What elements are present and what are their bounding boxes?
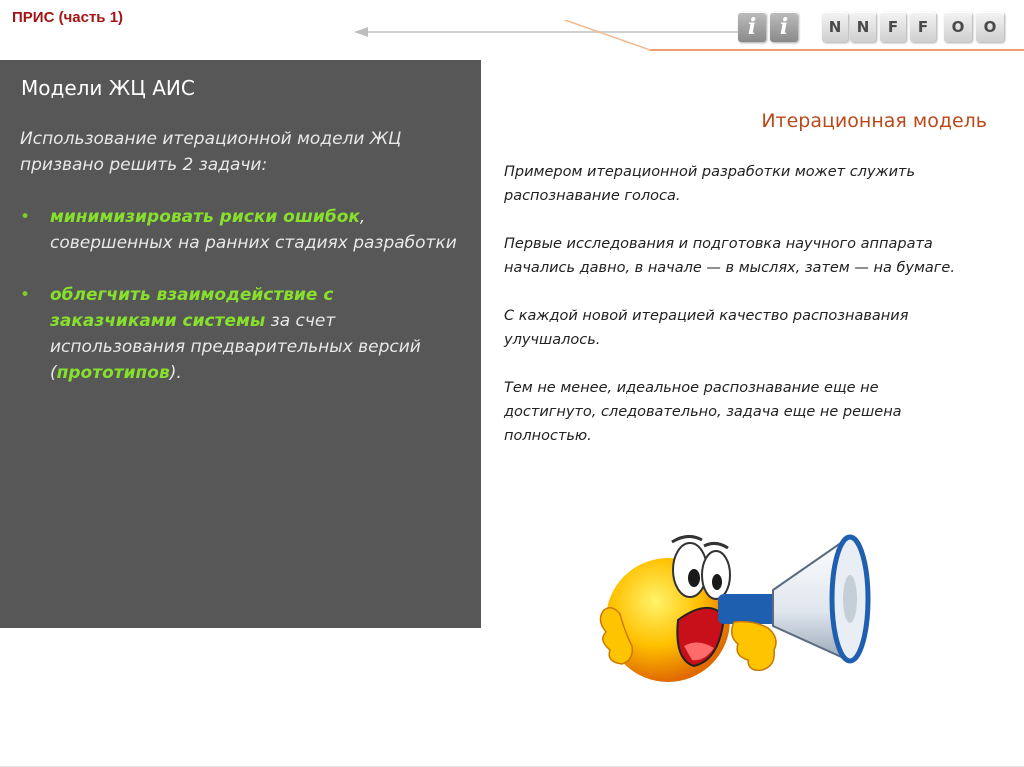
intro-text: Использование итерационной модели ЖЦ призвано решить 2 задачи: [20,129,402,175]
task-list [20,204,465,412]
paragraph: Тем не менее, идеальное распознавание еще не достигнуто, следовательно, задача еще не решена полностью. [504,380,902,444]
item-text: ). [169,363,182,383]
paragraph: Примером итерационной разработки может служить распознавание голоса. [504,164,916,204]
list-item [20,204,465,256]
left-content-panel [0,60,481,628]
highlight-text: минимизировать риски ошибок [50,207,360,227]
logo-tile: i [738,12,766,42]
highlight-text: прототипов [56,363,170,383]
megaphone-smiley-icon [598,520,898,700]
infoo-logo [738,6,1024,46]
right-text-block [504,160,974,472]
logo-tile: F [910,12,936,42]
logo-tile: O [944,12,972,42]
list-item [20,282,465,386]
logo-tile: N [822,12,848,42]
bullet-marker: • [20,285,31,305]
logo-tile: N [850,12,876,42]
course-title: ПРИС (часть 1) [12,9,124,26]
panel-heading: Модели ЖЦ АИС [21,76,195,100]
logo-tile: i [770,12,798,42]
paragraph: С каждой новой итерацией качество распознавания улучшалось. [504,308,909,348]
paragraph: Первые исследования и подготовка научного аппарата начались давно, в начале — в мыслях, затем — на бумаге. [504,236,955,276]
item-text: за счет использования предварительных версий ( [50,311,421,383]
logo-tile: F [880,12,906,42]
highlight-text: облегчить взаимодействие с заказчиками системы [50,285,334,331]
item-text: , совершенных на ранних стадиях разработки [50,207,457,253]
section-title: Итерационная модель [761,110,987,132]
bullet-marker: • [20,207,31,227]
logo-tile: O [976,12,1004,42]
